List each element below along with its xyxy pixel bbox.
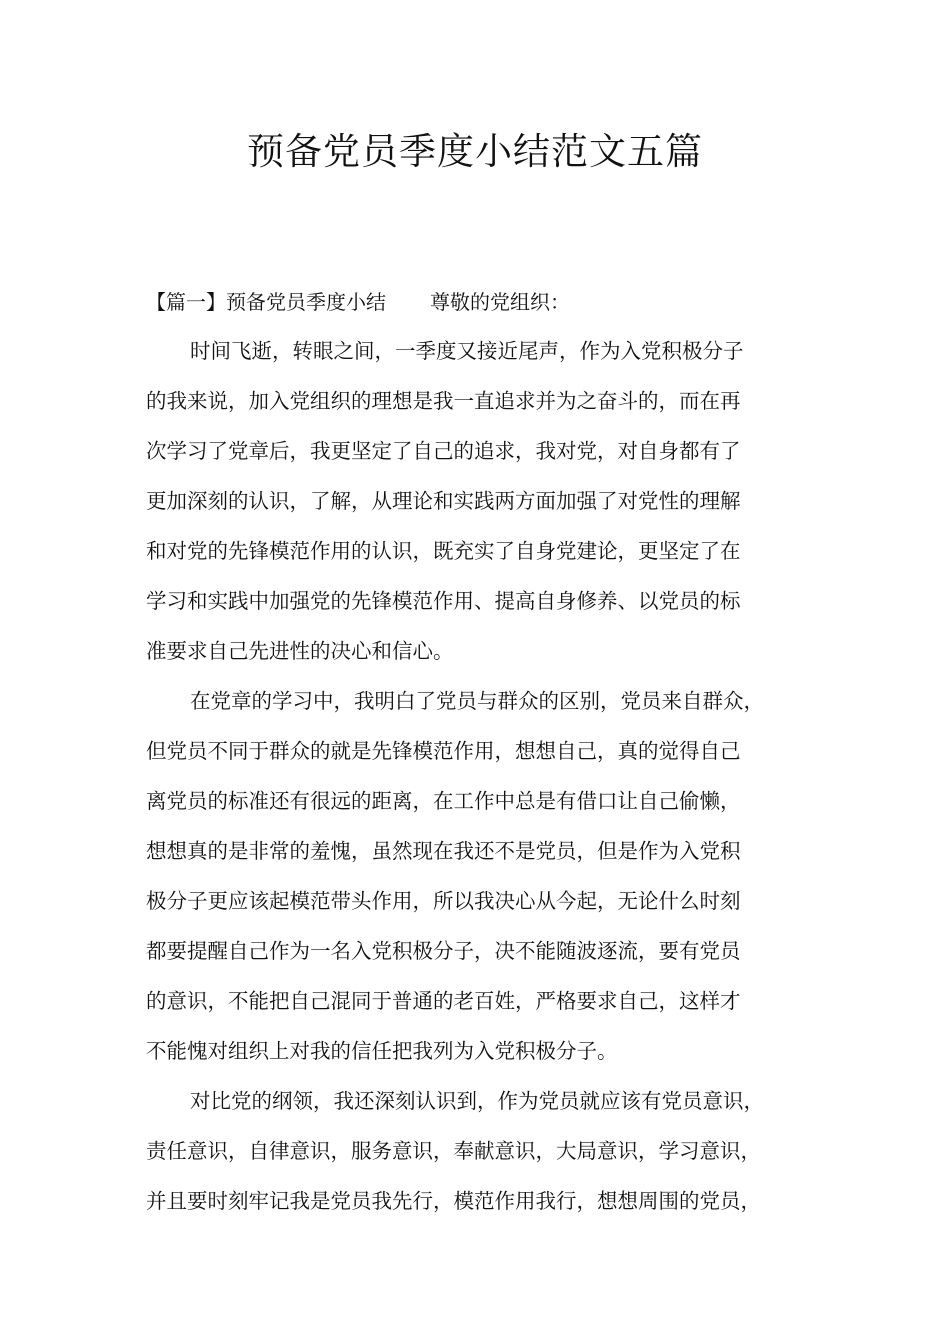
- paragraph-line: 时间飞逝，转眼之间，一季度又接近尾声，作为入党积极分子: [190, 339, 744, 363]
- paragraph-line: 准要求自己先进性的决心和信心。: [146, 639, 454, 663]
- salutation: 尊敬的党组织：: [430, 290, 570, 314]
- section-heading-line: [146, 284, 826, 320]
- paragraph-line: 在党章的学习中，我明白了党员与群众的区别，党员来自群众，: [190, 689, 764, 713]
- paragraph-line: 次学习了党章后，我更坚定了自己的追求，我对党，对自身都有了: [146, 439, 741, 463]
- paragraph-line: 的意识，不能把自己混同于普通的老百姓，严格要求自己，这样才: [146, 989, 741, 1013]
- paragraph-line: 和对党的先锋模范作用的认识，既充实了自身党建论，更坚定了在: [146, 539, 741, 563]
- document-title: 预备党员季度小结范文五篇: [247, 130, 703, 173]
- paragraph-line: 更加深刻的认识，了解，从理论和实践两方面加强了对党性的理解: [146, 489, 741, 513]
- paragraph-line: 但党员不同于群众的就是先锋模范作用，想想自己，真的觉得自己: [146, 739, 741, 763]
- paragraph-line: 离党员的标准还有很远的距离，在工作中总是有借口让自己偷懒，: [146, 789, 741, 813]
- paragraph-line: 对比党的纲领，我还深刻认识到，作为党员就应该有党员意识，: [190, 1089, 764, 1113]
- paragraph-line: 的我来说，加入党组织的理想是我一直追求并为之奋斗的，而在再: [146, 389, 741, 413]
- paragraph-line: 不能愧对组织上对我的信任把我列为入党积极分子。: [146, 1039, 618, 1063]
- paragraph-line: 极分子更应该起模范带头作用，所以我决心从今起，无论什么时刻: [146, 889, 741, 913]
- paragraph-line: 都要提醒自己作为一名入党积极分子，决不能随波逐流，要有党员: [146, 939, 741, 963]
- section-heading: 【篇一】预备党员季度小结: [146, 290, 386, 314]
- paragraph-line: 并且要时刻牢记我是党员我先行，模范作用我行，想想周围的党员，: [146, 1189, 761, 1213]
- paragraph-line: 责任意识，自律意识，服务意识，奉献意识，大局意识，学习意识，: [146, 1139, 761, 1163]
- paragraph-line: 学习和实践中加强党的先锋模范作用、提高自身修养、以党员的标: [146, 589, 741, 613]
- document-body: [146, 334, 826, 1234]
- paragraph-line: 想想真的是非常的羞愧，虽然现在我还不是党员，但是作为入党积: [146, 839, 741, 863]
